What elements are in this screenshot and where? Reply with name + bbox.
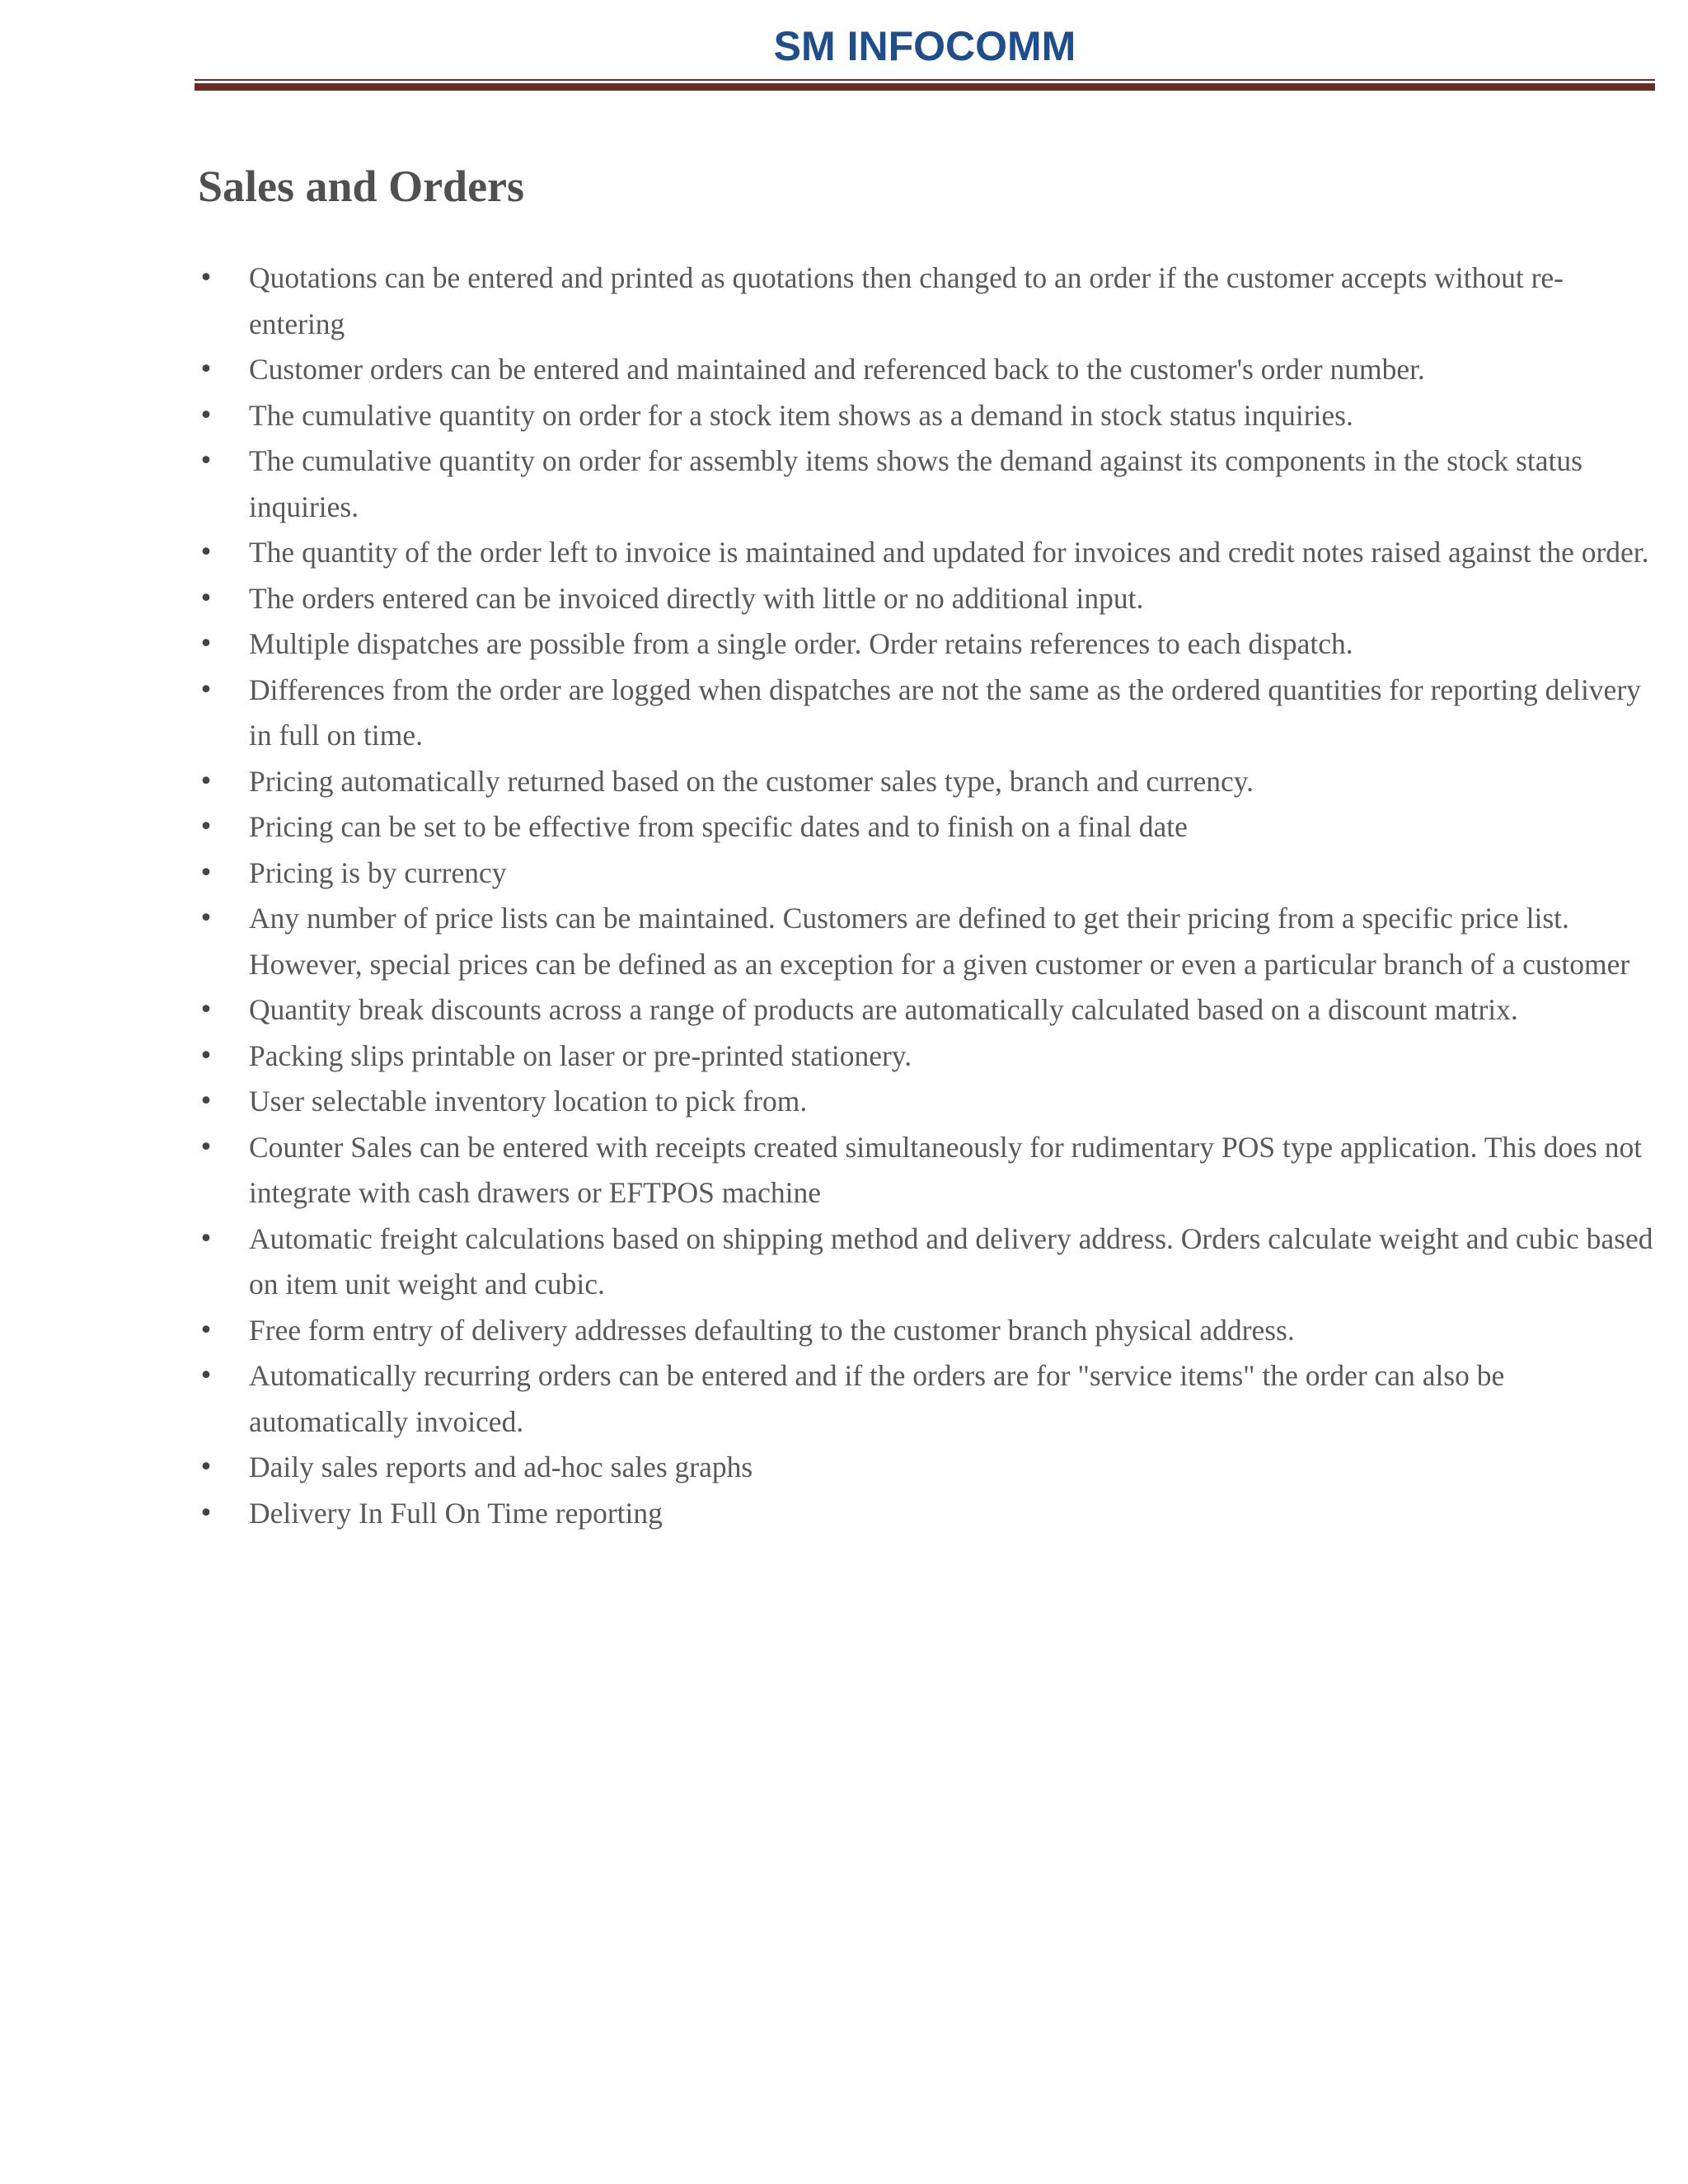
list-item-text: Automatic freight calculations based on shipping method and delivery address. Orders calculate weight and cubic based on item unit weight and cubic. xyxy=(249,1221,1653,1301)
list-item-text: Counter Sales can be entered with receipts created simultaneously for rudimentary POS type application. This does not integrate with cash drawers or EFTPOS machine xyxy=(249,1130,1643,1209)
list-item-text: The cumulative quantity on order for assembly items shows the demand against its components in the stock status inquiries. xyxy=(249,444,1582,523)
bullet-icon: • xyxy=(199,813,213,841)
company-name: SM INFOCOMM xyxy=(773,23,1076,69)
bullet-icon: • xyxy=(199,766,213,796)
list-item-text: Automatically recurring orders can be entered and if the orders are for "service items" the order can also be automatically invoiced. xyxy=(249,1359,1505,1438)
bullet-icon: • xyxy=(199,675,213,705)
header-rule-thin xyxy=(195,79,1655,81)
list-item-text: Multiple dispatches are possible from a single order. Order retains references to each dispatch. xyxy=(249,627,1353,660)
bullet-icon: • xyxy=(199,858,213,888)
bullet-icon: • xyxy=(199,1315,213,1345)
list-item-text: Pricing can be set to be effective from specific dates and to finish on a final date xyxy=(249,810,1188,843)
bullet-icon: • xyxy=(199,1224,213,1254)
list-item-text: Quantity break discounts across a range of products are automatically calculated based on a discount matrix. xyxy=(249,993,1518,1026)
page-content xyxy=(198,157,1655,1536)
feature-list xyxy=(198,255,1655,1536)
list-item xyxy=(198,987,1655,1033)
list-item xyxy=(198,851,1655,897)
bullet-icon: • xyxy=(199,1498,213,1528)
list-item-text: Any number of price lists can be maintained. Customers are defined to get their pricing from a specific price list. However, special prices can be defined as an exception for a given customer or even a particular branch of a customer xyxy=(249,902,1630,981)
list-item-text: User selectable inventory location to pick from. xyxy=(249,1085,808,1118)
list-item xyxy=(198,255,1655,347)
bullet-icon: • xyxy=(199,583,213,613)
list-item-text: The quantity of the order left to invoice is maintained and updated for invoices and credit notes raised against the order. xyxy=(249,536,1649,569)
bullet-icon: • xyxy=(199,1453,213,1482)
bullet-icon: • xyxy=(199,1361,213,1390)
list-item xyxy=(198,668,1655,759)
page-header xyxy=(195,16,1655,91)
header-rule-thick xyxy=(195,83,1655,91)
list-item xyxy=(198,1033,1655,1080)
bullet-icon: • xyxy=(199,1132,213,1162)
list-item-text: Pricing is by currency xyxy=(249,855,507,889)
bullet-icon: • xyxy=(199,996,213,1024)
list-item-text: The orders entered can be invoiced directly with little or no additional input. xyxy=(249,581,1144,615)
list-item xyxy=(198,1216,1655,1308)
list-item xyxy=(198,1491,1655,1537)
bullet-icon: • xyxy=(199,401,213,430)
list-item xyxy=(198,804,1655,851)
list-item-text: Pricing automatically returned based on the customer sales type, branch and currency. xyxy=(249,764,1254,798)
bullet-icon: • xyxy=(199,447,213,476)
list-item-text: Packing slips printable on laser or pre-printed stationery. xyxy=(249,1038,912,1072)
bullet-icon: • xyxy=(199,1087,213,1116)
bullet-icon: • xyxy=(199,355,213,384)
list-item-text: Quotations can be entered and printed as quotations then changed to an order if the customer accepts without re-entering xyxy=(249,261,1564,340)
list-item-text: Free form entry of delivery addresses defaulting to the customer branch physical address. xyxy=(249,1313,1295,1347)
bullet-icon: • xyxy=(199,538,213,567)
list-item xyxy=(198,1079,1655,1125)
bullet-icon: • xyxy=(199,630,213,658)
bullet-icon: • xyxy=(199,1041,213,1071)
list-item-text: Delivery In Full On Time reporting xyxy=(249,1496,663,1530)
list-item xyxy=(198,759,1655,805)
list-item xyxy=(198,1125,1655,1216)
list-item-text: The cumulative quantity on order for a stock item shows as a demand in stock status inquiries. xyxy=(249,398,1353,432)
list-item xyxy=(198,393,1655,439)
list-item xyxy=(198,621,1655,668)
list-item-text: Differences from the order are logged when dispatches are not the same as the ordered quantities for reporting delivery in full on time. xyxy=(249,673,1641,752)
list-item xyxy=(198,1353,1655,1445)
list-item-text: Customer orders can be entered and maintained and referenced back to the customer's order number. xyxy=(249,353,1425,386)
list-item xyxy=(198,438,1655,530)
list-item xyxy=(198,576,1655,622)
list-item xyxy=(198,1445,1655,1491)
list-item xyxy=(198,347,1655,393)
list-item xyxy=(198,896,1655,987)
list-item xyxy=(198,530,1655,576)
section-title: Sales and Orders xyxy=(198,162,525,211)
bullet-icon: • xyxy=(199,264,213,293)
list-item-text: Daily sales reports and ad-hoc sales graphs xyxy=(249,1451,753,1483)
bullet-icon: • xyxy=(199,904,213,933)
list-item xyxy=(198,1308,1655,1354)
